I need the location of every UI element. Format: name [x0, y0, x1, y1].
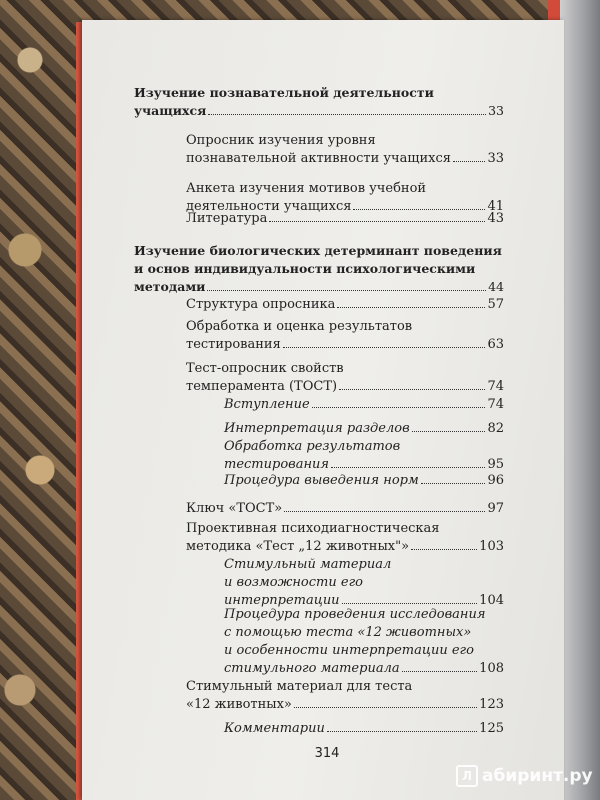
toc-leader-dots — [337, 307, 485, 308]
toc-leader-dots — [331, 467, 485, 468]
toc-page-number: 96 — [487, 473, 504, 488]
toc-entry-line — [224, 420, 504, 438]
toc-entry-title: учащихся — [134, 103, 207, 118]
toc-entry-title: Проективная психодиагностическая — [186, 521, 440, 536]
toc-entry — [134, 242, 504, 296]
toc-entry-line — [186, 678, 504, 696]
toc-entry-title: Изучение познавательной деятельности — [134, 85, 434, 100]
toc-entry-line — [134, 102, 504, 120]
toc-entry-line — [224, 660, 504, 678]
toc-entry-title: методами — [134, 279, 206, 294]
book-cover-edge — [560, 0, 600, 800]
book-page — [82, 20, 564, 800]
toc-entry-title: «12 животных» — [186, 697, 292, 712]
toc-entry-title: Интерпретация разделов — [224, 421, 410, 436]
toc-leader-dots — [421, 483, 486, 484]
toc-leader-dots — [207, 290, 486, 291]
toc-entry — [186, 360, 504, 396]
toc-entry-line — [186, 180, 504, 198]
toc-entry-line — [186, 538, 504, 556]
toc-entry-title: Опросник изучения уровня — [186, 133, 376, 148]
toc-entry-line — [186, 318, 504, 336]
toc-entry-line — [224, 720, 504, 738]
toc-entry-line — [134, 278, 504, 296]
watermark-text: абиринт.ру — [482, 766, 593, 786]
toc-entry — [224, 720, 504, 738]
toc-entry — [224, 556, 504, 610]
toc-page-number: 103 — [479, 539, 504, 554]
toc-entry-title: методика «Тест „12 животных"» — [186, 539, 410, 554]
toc-entry-line — [186, 520, 504, 538]
toc-entry-line — [224, 606, 504, 624]
toc-page-number: 57 — [487, 297, 504, 312]
toc-entry — [186, 500, 504, 518]
toc-entry — [224, 420, 504, 438]
toc-leader-dots — [411, 549, 477, 550]
toc-entry-title: темперамента (ТОСТ) — [186, 379, 338, 394]
toc-entry-title: Процедура проведения исследования — [224, 607, 486, 622]
toc-entry-title: познавательной активности учащихся — [186, 151, 451, 166]
toc-entry-title: и особенности интерпретации его — [224, 643, 474, 658]
toc-entry-line — [186, 378, 504, 396]
toc-page-number: 125 — [479, 721, 504, 736]
toc-page-number: 74 — [487, 397, 504, 412]
toc-leader-dots — [339, 389, 485, 390]
toc-entry-title: Изучение биологических детерминант поведения — [134, 243, 502, 258]
toc-entry-title: Анкета изучения мотивов учебной — [186, 181, 427, 196]
toc-entry-title: и основ индивидуальности психологическими — [134, 261, 476, 276]
toc-leader-dots — [269, 221, 485, 222]
toc-page-number: 63 — [487, 337, 504, 352]
toc-entry-line — [224, 642, 504, 660]
watermark-logo-icon: Л — [456, 765, 478, 787]
toc-entry-title: интерпретации — [224, 593, 340, 608]
toc-leader-dots — [208, 114, 486, 115]
toc-entry — [224, 438, 504, 474]
toc-leader-dots — [327, 731, 477, 732]
toc-entry-title: Обработка результатов — [224, 439, 401, 454]
toc-leader-dots — [453, 161, 486, 162]
toc-entry — [186, 318, 504, 354]
toc-page-number: 33 — [488, 103, 504, 118]
toc-entry-title: деятельности учащихся — [186, 199, 352, 214]
toc-leader-dots — [402, 671, 478, 672]
toc-leader-dots — [284, 511, 485, 512]
toc-entry — [186, 210, 504, 228]
toc-entry-title: и возможности его — [224, 575, 363, 590]
toc-entry-line — [134, 260, 504, 278]
toc-leader-dots — [312, 407, 486, 408]
toc-entry-line — [224, 574, 504, 592]
toc-entry-title: Процедура выведения норм — [224, 473, 419, 488]
toc-leader-dots — [412, 431, 486, 432]
table-of-contents — [82, 20, 564, 800]
toc-page-number: 41 — [487, 199, 504, 214]
toc-entry-line — [186, 696, 504, 714]
toc-entry — [224, 606, 504, 678]
toc-entry-title: Комментарии — [224, 721, 325, 736]
toc-page-number: 104 — [479, 593, 504, 608]
page-number: 314 — [314, 746, 340, 761]
toc-entry — [224, 472, 504, 490]
toc-entry-title: Стимульный материал — [224, 557, 392, 572]
toc-entry-line — [186, 132, 504, 150]
toc-entry-title: тестирования — [186, 337, 281, 352]
toc-entry-line — [186, 360, 504, 378]
toc-page-number: 123 — [479, 697, 504, 712]
toc-entry-line — [224, 438, 504, 456]
toc-entry — [186, 296, 504, 314]
toc-entry-line — [134, 242, 504, 260]
toc-entry-title: Стимульный материал для теста — [186, 679, 413, 694]
toc-entry — [186, 678, 504, 714]
toc-entry — [134, 84, 504, 120]
toc-entry-title: с помощью теста «12 животных» — [224, 625, 472, 640]
toc-entry-line — [224, 556, 504, 574]
toc-entry-title: Литература — [186, 211, 268, 226]
toc-page-number: 33 — [487, 151, 504, 166]
toc-entry-line — [134, 84, 504, 102]
toc-page-number: 95 — [487, 457, 504, 472]
toc-page-number: 108 — [479, 661, 504, 676]
toc-page-number: 97 — [487, 501, 504, 516]
toc-entry-title: Ключ «ТОСТ» — [186, 501, 283, 516]
toc-entry-line — [186, 500, 504, 518]
toc-entry-line — [224, 624, 504, 642]
toc-entry-line — [186, 296, 504, 314]
toc-page-number: 43 — [487, 211, 504, 226]
toc-entry-line — [224, 396, 504, 414]
toc-leader-dots — [283, 347, 486, 348]
toc-entry-line — [224, 472, 504, 490]
toc-entry-title: Обработка и оценка результатов — [186, 319, 413, 334]
toc-entry-line — [186, 336, 504, 354]
toc-entry-title: Структура опросника — [186, 297, 336, 312]
toc-page-number: 74 — [487, 379, 504, 394]
toc-entry-title: тестирования — [224, 457, 330, 472]
toc-entry — [186, 132, 504, 168]
toc-entry-line — [186, 210, 504, 228]
toc-entry — [186, 520, 504, 556]
toc-leader-dots — [294, 707, 477, 708]
toc-leader-dots — [342, 603, 478, 604]
toc-entry-line — [186, 150, 504, 168]
toc-page-number: 82 — [487, 421, 504, 436]
toc-entry-title: стимульного материала — [224, 661, 400, 676]
toc-entry-title: Вступление — [224, 397, 310, 412]
toc-entry — [224, 396, 504, 414]
toc-page-number: 44 — [488, 279, 504, 294]
labirint-watermark — [456, 762, 596, 790]
toc-entry-title: Тест-опросник свойств — [186, 361, 344, 376]
